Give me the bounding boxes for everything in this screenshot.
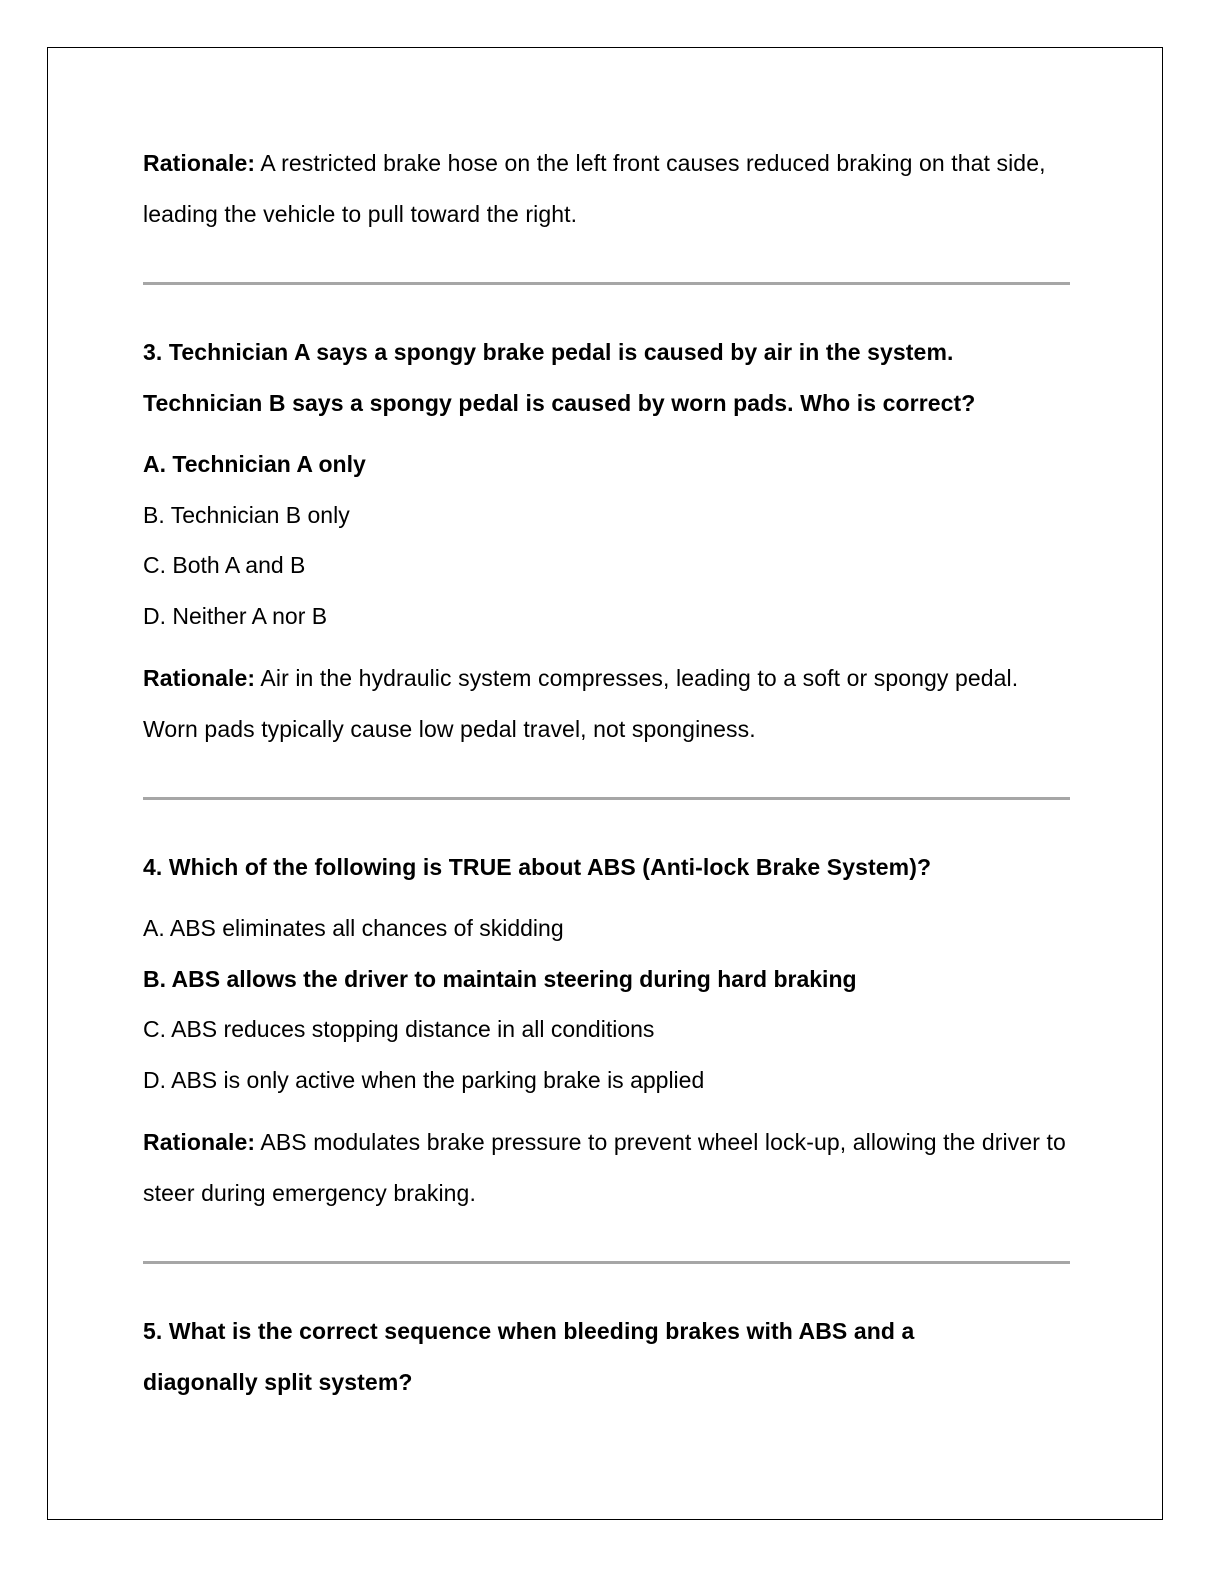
- q4-option-a: A. ABS eliminates all chances of skidding: [143, 915, 564, 941]
- q3-option-a: A. Technician A only: [143, 451, 366, 477]
- rationale-q4: [143, 1117, 1073, 1219]
- q4-option-c: C. ABS reduces stopping distance in all conditions: [143, 1016, 655, 1042]
- rationale-q2: [143, 138, 1073, 240]
- q3-option-b: B. Technician B only: [143, 501, 350, 528]
- section-divider: [143, 797, 1070, 800]
- question-5-line-2: diagonally split system?: [143, 1369, 413, 1395]
- rationale-q3: [143, 653, 1073, 755]
- rationale-label: Rationale:: [143, 665, 256, 691]
- question-5-text: [143, 1306, 1073, 1408]
- question-3-line-2: Technician B says a spongy pedal is caused by worn pads. Who is correct?: [143, 390, 976, 416]
- q3-option-d: D. Neither A nor B: [143, 602, 328, 629]
- question-4-text: 4. Which of the following is TRUE about ABS (Anti-lock Brake System)?: [143, 854, 932, 880]
- question-3-text: [143, 327, 1073, 429]
- rationale-label: Rationale:: [143, 150, 256, 176]
- question-5-line-1: 5. What is the correct sequence when bleeding brakes with ABS and a: [143, 1318, 915, 1344]
- q3-option-c: C. Both A and B: [143, 552, 306, 578]
- question-5: [143, 1306, 1073, 1408]
- rationale-label: Rationale:: [143, 1129, 256, 1155]
- section-divider: [143, 282, 1070, 285]
- rationale-text: Air in the hydraulic system compresses, leading to a soft or spongy pedal. Worn pads typically cause low pedal travel, not sponginess.: [143, 665, 1019, 742]
- q4-option-d: D. ABS is only active when the parking brake is applied: [143, 1066, 705, 1093]
- q4-option-b: B. ABS allows the driver to maintain steering during hard braking: [143, 965, 857, 992]
- question-4: [143, 842, 1073, 1219]
- question-3-line-1: 3. Technician A says a spongy brake pedal is caused by air in the system.: [143, 339, 954, 365]
- section-divider: [143, 1261, 1070, 1264]
- question-3: [143, 327, 1073, 755]
- document-content: [143, 138, 1073, 1408]
- rationale-text: A restricted brake hose on the left front causes reduced braking on that side, leading the vehicle to pull toward the right.: [143, 150, 1046, 227]
- rationale-text: ABS modulates brake pressure to prevent wheel lock-up, allowing the driver to steer during emergency braking.: [143, 1129, 1066, 1206]
